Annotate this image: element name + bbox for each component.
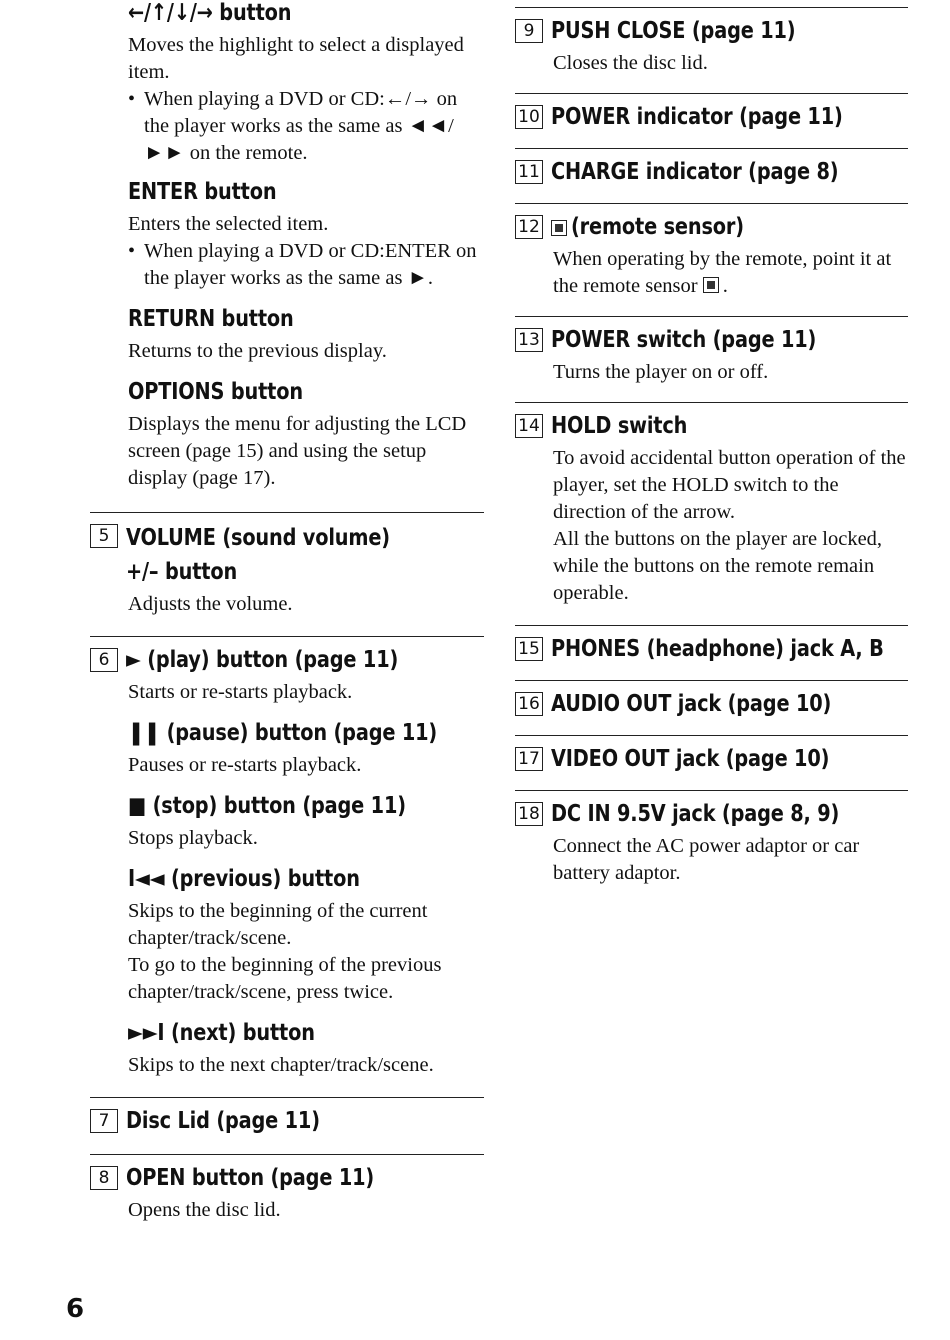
item-12-desc-end: . (722, 275, 728, 297)
item-15-number: 15 (515, 637, 543, 661)
item-17 (515, 735, 908, 774)
item-15-heading: PHONES (headphone) jack A, B (551, 636, 884, 662)
prev-heading: I◄◄ (previous) button (128, 866, 360, 892)
item-5-heading: VOLUME (sound volume) +/– button (126, 525, 390, 585)
pause-desc: Pauses or re-starts playback. (128, 754, 362, 776)
item-18 (515, 790, 908, 887)
item-9 (515, 7, 908, 77)
prev-desc-2: To go to the beginning of the previous chapter/track/scene, press twice. (128, 954, 442, 1003)
item-14-heading: HOLD switch (551, 413, 688, 439)
right-column (515, 0, 908, 887)
item-13 (515, 316, 908, 386)
item-6-desc: Starts or re-starts playback. (128, 681, 353, 703)
enter-note: • When playing a DVD or CD:ENTER on the player works as the same as ►. (128, 238, 484, 292)
item-5-number: 5 (90, 524, 118, 548)
stop-desc: Stops playback. (128, 827, 258, 849)
left-column (90, 0, 484, 1224)
prev-desc-1: Skips to the beginning of the current chapter/track/scene. (128, 900, 428, 949)
item-17-heading: VIDEO OUT jack (page 10) (551, 746, 830, 772)
item-9-number: 9 (515, 19, 543, 43)
stop-section (128, 791, 484, 852)
remote-sensor-icon (551, 220, 567, 236)
item-10 (515, 93, 908, 132)
item-16 (515, 680, 908, 719)
item-12-desc (553, 246, 908, 300)
item-8-desc: Opens the disc lid. (128, 1199, 281, 1221)
arrows-note: • When playing a DVD or CD:←/→ on the player works as the same as ◄◄/ ►► on the remote. (128, 86, 484, 167)
item-11 (515, 148, 908, 187)
item-8 (90, 1154, 484, 1224)
item-12-heading: (remote sensor) (571, 214, 744, 240)
item-13-desc: Turns the player on or off. (553, 361, 769, 383)
item-12-number: 12 (515, 215, 543, 239)
options-heading: OPTIONS button (128, 379, 303, 405)
options-desc: Displays the menu for adjusting the LCD screen (page 15) and using the setup display (page 17). (128, 413, 467, 489)
item-14 (515, 402, 908, 607)
item-15 (515, 625, 908, 664)
item-9-heading: PUSH CLOSE (page 11) (551, 18, 796, 44)
item-17-number: 17 (515, 747, 543, 771)
item-14-desc-2: All the buttons on the player are locked, while the buttons on the remote remain operable. (553, 528, 883, 604)
return-desc: Returns to the previous display. (128, 340, 387, 362)
pause-section (128, 718, 484, 779)
item-16-heading: AUDIO OUT jack (page 10) (551, 691, 832, 717)
item-14-number: 14 (515, 414, 543, 438)
item-18-number: 18 (515, 802, 543, 826)
return-section (128, 304, 484, 365)
item-18-heading: DC IN 9.5V jack (page 8, 9) (551, 801, 840, 827)
item-10-heading: POWER indicator (page 11) (551, 104, 843, 130)
item-8-heading: OPEN button (page 11) (126, 1165, 375, 1191)
page-number: 6 (66, 1294, 85, 1324)
enter-section (128, 177, 484, 292)
enter-heading: ENTER button (128, 179, 277, 205)
arrows-section (128, 0, 484, 167)
item-14-desc-1: To avoid accidental button operation of the player, set the HOLD switch to the direction of the arrow. (553, 447, 906, 523)
next-desc: Skips to the next chapter/track/scene. (128, 1054, 434, 1076)
arrows-desc: Moves the highlight to select a displayed item. (128, 34, 464, 83)
item-7-heading: Disc Lid (page 11) (126, 1108, 320, 1134)
arrows-heading: ←/↑/↓/→ button (128, 0, 292, 26)
enter-desc: Enters the selected item. (128, 213, 329, 235)
item-12-desc-text: When operating by the remote, point it at the remote sensor (553, 248, 892, 297)
item-6-number: 6 (90, 648, 118, 672)
next-section (128, 1018, 484, 1079)
item-7 (90, 1097, 484, 1136)
item-8-number: 8 (90, 1166, 118, 1190)
item-10-number: 10 (515, 105, 543, 129)
item-11-heading: CHARGE indicator (page 8) (551, 159, 839, 185)
return-heading: RETURN button (128, 306, 294, 332)
item-16-number: 16 (515, 692, 543, 716)
options-section (128, 377, 484, 492)
remote-sensor-icon (703, 277, 719, 293)
prev-section (128, 864, 484, 1006)
item-13-number: 13 (515, 328, 543, 352)
item-11-number: 11 (515, 160, 543, 184)
item-18-desc: Connect the AC power adaptor or car battery adaptor. (553, 835, 860, 884)
item-9-desc: Closes the disc lid. (553, 52, 708, 74)
next-heading: ►►I (next) button (128, 1020, 315, 1046)
item-5 (90, 512, 484, 618)
item-12 (515, 203, 908, 300)
item-6 (90, 636, 484, 1079)
item-5-desc: Adjusts the volume. (128, 593, 293, 615)
stop-heading: ■ (stop) button (page 11) (128, 793, 406, 819)
item-7-number: 7 (90, 1109, 118, 1133)
item-13-heading: POWER switch (page 11) (551, 327, 817, 353)
item-6-heading: ► (play) button (page 11) (126, 647, 399, 673)
pause-heading: ❚❚ (pause) button (page 11) (128, 720, 438, 746)
